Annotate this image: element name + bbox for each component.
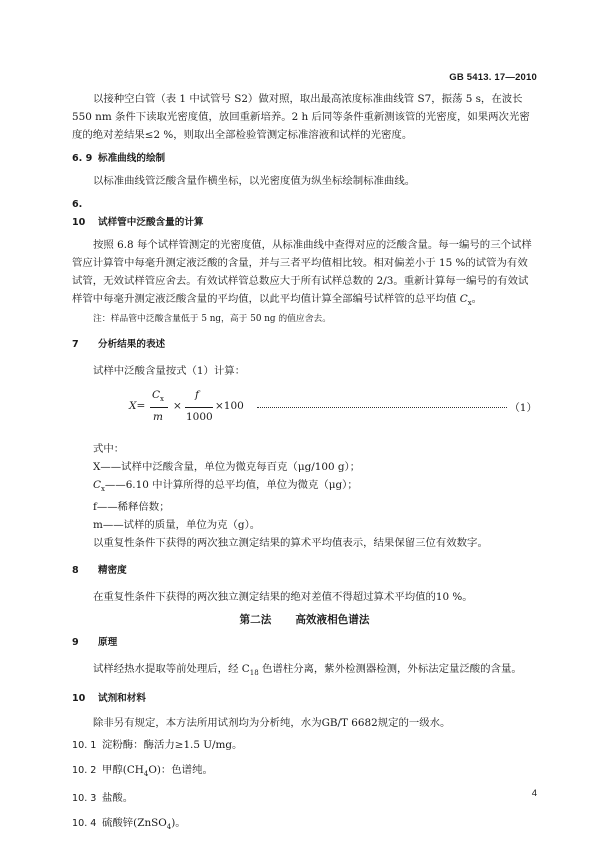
paragraph-text: 按照 6.8 每个试样管测定的光密度值，从标准曲线中查得对应的泛酸含量。每一编号的三个试样管应计算管中每毫升测定液泛酸的含量，并与三者平均值相比较。相对偏差小于 15 %的试管为有效试管，无效试样管应舍去。有效试样管总数应大于所有试样总数的 2/3。重新计算每一编号的有效试样管中每毫升测定液泛酸含量的平均值，以此平均值计算全部编号试样管的总平均值 bbox=[72, 239, 532, 305]
section-title: 分析结果的表述 bbox=[98, 339, 166, 351]
fraction-bar-2 bbox=[185, 407, 213, 408]
list-item-10-4 bbox=[72, 814, 537, 836]
section-heading-6-10 bbox=[72, 196, 537, 232]
result-statement: 以重复性条件下获得的两次独立测定结果的算术平均值表示，结果保留三位有效数字。 bbox=[93, 537, 488, 550]
section-heading-10 bbox=[72, 690, 537, 708]
formula-times-sign: × bbox=[173, 400, 182, 413]
method-title bbox=[72, 610, 537, 630]
item-text: 硫酸锌(ZnSO$_4$)。 bbox=[102, 817, 186, 832]
item-number: 10. 3 bbox=[72, 793, 97, 805]
section-heading-9 bbox=[72, 634, 537, 652]
paragraph-8: 在重复性条件下获得的两次独立测定结果的绝对差值不得超过算术平均值的10 %。 bbox=[93, 591, 473, 604]
formula-denominator-m: m bbox=[153, 411, 163, 424]
paragraph-9: 试样经热水提取等前处理后，经 $C_{18}$ 色谱柱分离，紫外检测器检测，外标法定量泛酸的含量。 bbox=[93, 663, 522, 678]
definition-x: X——试样中泛酸含量，单位为微克每百克（μg/100 g）； bbox=[93, 461, 361, 474]
symbol-c: C bbox=[459, 293, 468, 305]
section-title: 原理 bbox=[98, 637, 118, 649]
formula-numerator-c: $C_x$ bbox=[152, 389, 164, 404]
paragraph-end: 。 bbox=[471, 293, 483, 305]
section-number: 6. 9 bbox=[72, 153, 93, 164]
section-title: 试样管中泛酸含量的计算 bbox=[98, 217, 204, 228]
item-text: 甲醇$(CH_4O)$：色谱纯。 bbox=[102, 764, 213, 779]
item-number: 10. 4 bbox=[72, 818, 97, 830]
page-body bbox=[72, 90, 537, 836]
definition-m: m——试样的质量，单位为克（g）。 bbox=[93, 519, 261, 532]
fraction-bar-1 bbox=[150, 407, 168, 408]
section-heading-8 bbox=[72, 562, 537, 580]
formula-1 bbox=[72, 384, 537, 434]
paragraph-10: 除非另有规定，本方法所用试剂均为分析纯，水为GB/T 6682规定的一级水。 bbox=[93, 717, 451, 730]
definition-cx bbox=[72, 476, 537, 498]
formula-times-100: ×100 bbox=[215, 400, 244, 413]
list-item-10-3 bbox=[72, 789, 537, 808]
paragraph-6-9: 以标准曲线管泛酸含量作横坐标，以光密度值为纵坐标绘制标准曲线。 bbox=[93, 175, 416, 187]
section-number: 9 bbox=[72, 637, 79, 649]
paragraph-6-8-continued: 以接种空白管（表 1 中试管号 S2）做对照，取出最高浓度标准曲线管 S7，振荡 5 s，在波长 550 nm 条件下读取光密度值，放回重新培养。2 h 后同等条件重新测该管的光密度，如果两次光密度的绝对差结果≤2 %，则取出全部检验管测定标准溶液和试样的光密度。 bbox=[72, 93, 530, 141]
symbol-subscript: x bbox=[100, 485, 105, 494]
method-part: 第二法 bbox=[239, 614, 272, 627]
formula-denominator-1000: 1000 bbox=[186, 411, 213, 424]
section-heading-7 bbox=[72, 336, 537, 354]
paragraph-6-10 bbox=[72, 236, 537, 312]
item-text: 淀粉酶：酶活力≥1.5 U/mg。 bbox=[102, 739, 243, 752]
symbol-subscript: x bbox=[467, 299, 472, 308]
formula-leader-dots bbox=[257, 407, 507, 408]
item-text: 盐酸。 bbox=[102, 792, 134, 805]
symbol-c: C bbox=[93, 479, 101, 492]
formula-intro: 试样中泛酸含量按式（1）计算： bbox=[93, 365, 246, 378]
formula-lhs: X= bbox=[129, 400, 146, 413]
note-6-10: 注：样品管中泛酸含量低于 5 ng，高于 50 ng 的值应舍去。 bbox=[93, 314, 332, 325]
definition-f: f——稀释倍数； bbox=[93, 501, 170, 514]
section-title: 试剂和材料 bbox=[98, 693, 146, 705]
definition-text: ——6.10 中计算所得的总平均值，单位为微克（μg）； bbox=[104, 479, 358, 492]
formula-numerator-f: f bbox=[195, 389, 199, 402]
item-number: 10. 2 bbox=[72, 765, 97, 777]
list-item-10-1 bbox=[72, 736, 537, 755]
section-title: 标准曲线的绘制 bbox=[98, 153, 166, 164]
section-number: 8 bbox=[72, 565, 79, 577]
section-number: 7 bbox=[72, 339, 79, 351]
where-label: 式中： bbox=[93, 443, 125, 456]
item-number: 10. 1 bbox=[72, 740, 97, 752]
section-title: 精密度 bbox=[98, 565, 127, 577]
section-number: 6. 10 bbox=[72, 199, 86, 228]
page-number: 4 bbox=[531, 788, 537, 799]
formula-equation-number: （1） bbox=[509, 402, 537, 415]
standard-number-header: GB 5413. 17—2010 bbox=[449, 72, 537, 83]
list-item-10-2 bbox=[72, 761, 537, 783]
section-heading-6-9 bbox=[72, 150, 537, 168]
method-name: 高效液相色谱法 bbox=[295, 614, 370, 627]
section-number: 10 bbox=[72, 693, 86, 705]
